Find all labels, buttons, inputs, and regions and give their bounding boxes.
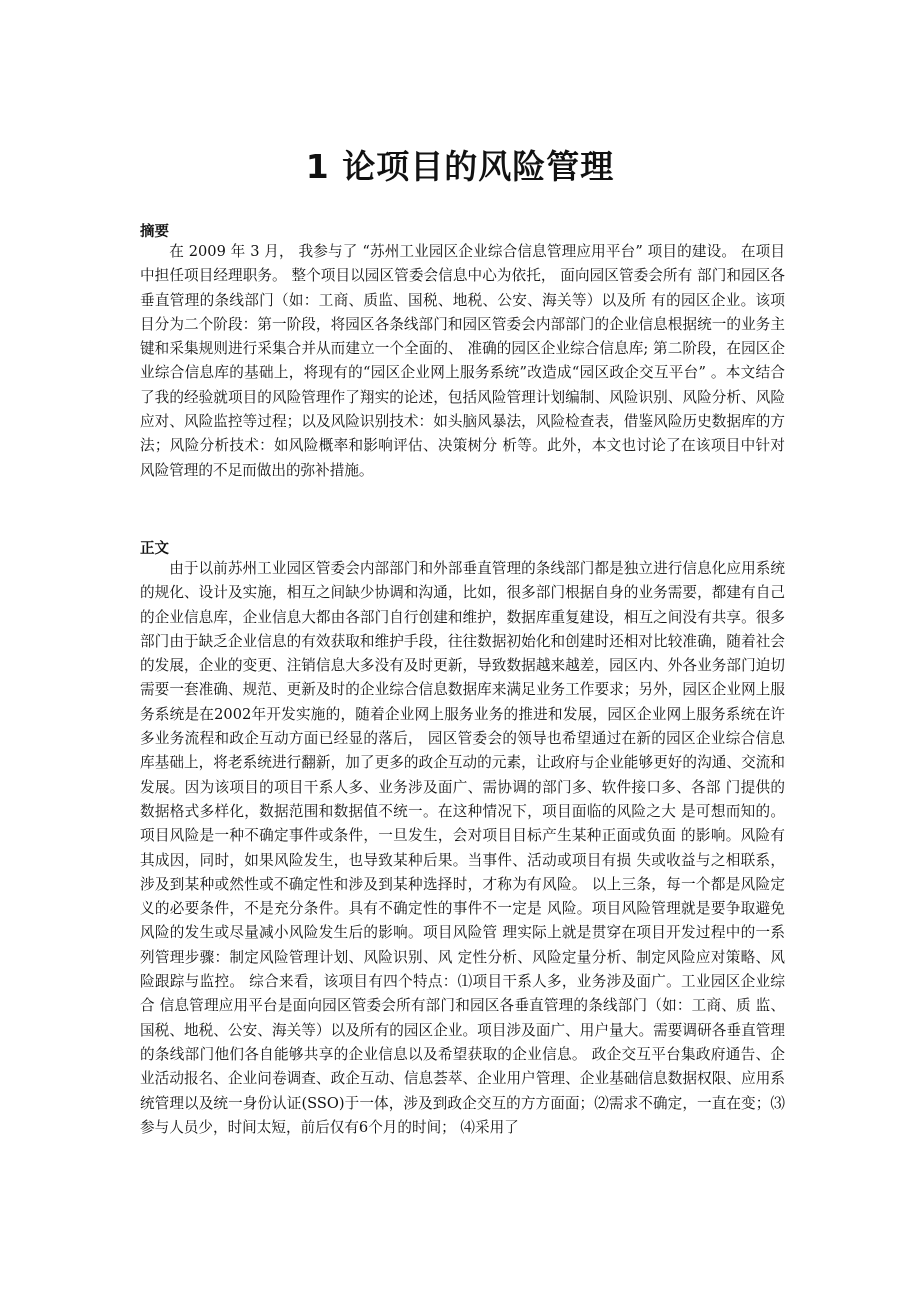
abstract-heading: 摘要 bbox=[140, 224, 169, 240]
page-title: 1 论项目的风险管理 bbox=[305, 147, 615, 186]
main-text-paragraph: 由于以前苏州工业园区管委会内部部门和外部垂直管理的条线部门都是独立进行信息化应用系统的规化、设计及实施，相互之间缺少协调和沟通，比如，很多部门根据自身的业务需要，都建有自己的企业信息库，企业信息大都由各部门自行创建和维护，数据库重复建设，相互之间没有共享。很多部门由于缺乏企业信息的有效获取和维护手段，往往数据初始化和创建时还相对比较准确，随着社会的发展，企业的变更、注销信息大多没有及时更新，导致数据越来越差，园区内、外各业务部门迫切需要一套准确、规范、更新及时的企业综合信息数据库来满足业务工作要求；另外，园区企业网上服务系统是在2002年开发实施的，随着企业网上服务业务的推进和发展，园区企业网上服务系统在许多业务流程和政企互动方面已经显的落后， 园区管委会的领导也希望通过在新的园区企业综合信息库基础上，将老系统进行翻新，加了更多的政企互动的元素，让政府与企业能够更好的沟通、交流和发展。因为该项目的项目干系人多、业务涉及面广、需协调的部门多、软件接口多、各部 门提供的数据格式多样化，数据范围和数据值不统一。在这种情况下，项目面临的风险之大 是可想而知的。 项目风险是一种不确定事件或条件，一旦发生，会对项目目标产生某种正面或负面 的影响。风险有其成因，同时，如果风险发生，也导致某种后果。当事件、活动或项目有损 失或收益与之相联系，涉及到某种或然性或不确定性和涉及到某种选择时，才称为有风险。 以上三条，每一个都是风险定义的必要条件，不是充分条件。具有不确定性的事件不一定是 风险。项目风险管理就是要争取避免风险的发生或尽量减小风险发生后的影响。项目风险管 理实际上就是贯穿在项目开发过程中的一系列管理步骤：制定风险管理计划、风险识别、风 定性分析、风险定量分析、制定风险应对策略、风险跟踪与监控。 综合来看，该项目有四个特点：⑴项目干系人多，业务涉及面广。工业园区企业综合 信息管理应用平台是面向园区管委会所有部门和园区各垂直管理的条线部门（如：工商、质 监、国税、地税、公安、海关等）以及所有的园区企业。项目涉及面广、用户量大。需要调研各垂直管理的条线部门他们各自能够共享的企业信息以及希望获取的企业信息。 政企交互平台集政府通告、企业活动报名、企业问卷调查、政企互动、信息荟萃、企业用户管理、企业基础信息数据权限、应用系统管理以及统一身份认证(SSO)于一体，涉及到政企交互的方方面面；⑵需求不确定，一直在变；⑶参与人员少，时间太短，前后仅有6个月的时间； ⑷采用了 bbox=[140, 560, 785, 1136]
main-text-heading: 正文 bbox=[140, 541, 169, 557]
abstract-paragraph: 在 2009 年 3 月， 我参与了 “苏州工业园区企业综合信息管理应用平台” 项目的建设。 在项目中担任项目经理职务。 整个项目以园区管委会信息中心为依托， 面向园区管委会所有 部门和园区各垂直管理的条线部门（如：工商、质监、国税、地税、公安、海关等）以及所 有的园区企业。该项目分为二个阶段：第一阶段，将园区各条线部门和园区管委会内部部门的企业信息根据统一的业务主键和采集规则进行采集合并从而建立一个全面的、 准确的园区企业综合信息库; 第二阶段，在园区企业综合信息库的基础上，将现有的“园区企业网上服务系统”改造成“园区政企交互平台” 。本文结合了我的经验就项目的风险管理作了翔实的论述，包括风险管理计划编制、风险识别、风险分析、风险应对、风险监控等过程；以及风险识别技术：如头脑风暴法，风险检查表，借鉴风险历史数据库的方法；风险分析技术：如风险概率和影响评估、决策树分 析等。此外，本文也讨论了在该项目中针对风险管理的不足而做出的弥补措施。 bbox=[140, 243, 785, 479]
